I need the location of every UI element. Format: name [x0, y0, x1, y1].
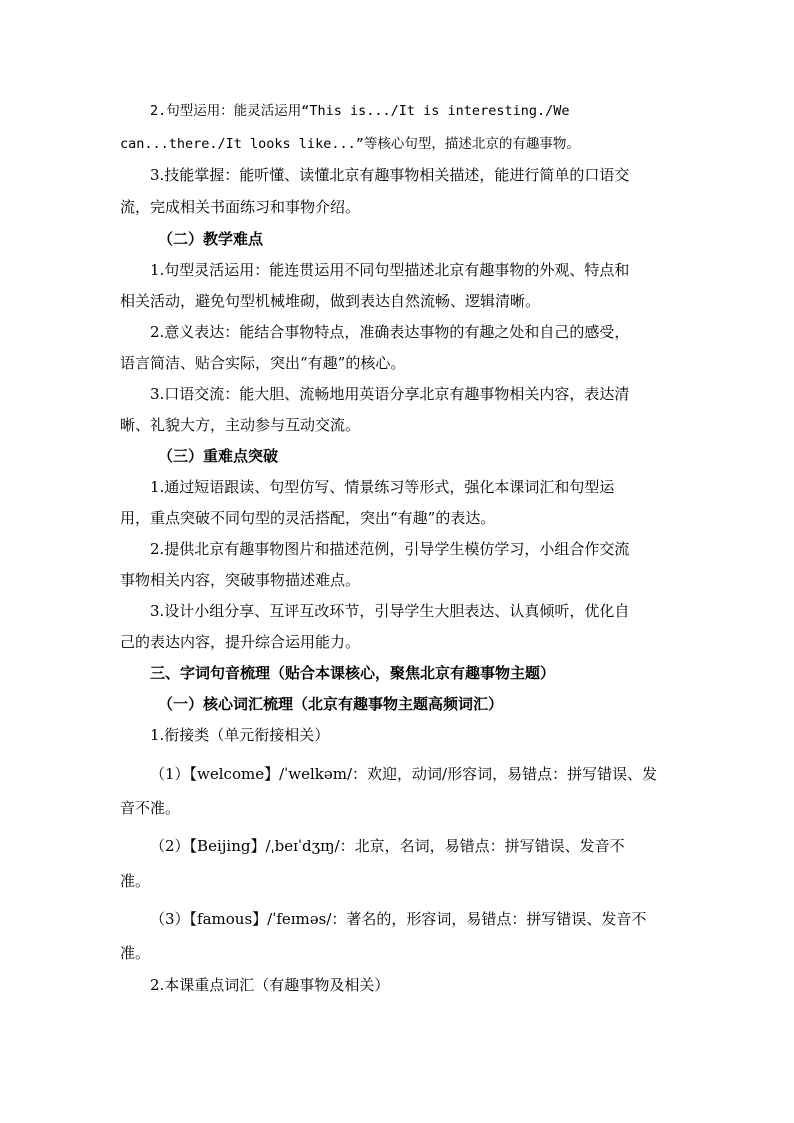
section-heading: （一）核心词汇梳理（北京有趣事物主题高频词汇） [158, 695, 504, 713]
text-line: 用，重点突破不同句型的灵活搭配，突出“有趣”的表达。 [120, 509, 496, 527]
section-heading: （二）教学难点 [158, 230, 264, 248]
vocab-entry: （3）【famous】/ˈfeɪməs/：著名的，形容词，易错点：拼写错误、发音不 [150, 910, 647, 928]
text-line: 3.口语交流：能大胆、流畅地用英语分享北京有趣事物相关内容，表达清 [150, 385, 630, 403]
text-line: 1.句型灵活运用：能连贯运用不同句型描述北京有趣事物的外观、特点和 [150, 261, 630, 279]
vocab-entry: （1）【welcome】/ˈwelkəm/：欢迎，动词/形容词，易错点：拼写错误、发 [150, 765, 658, 783]
text-line: 1.通过短语跟读、句型仿写、情景练习等形式，强化本课词汇和句型运 [150, 478, 615, 496]
text-line: 1.衔接类（单元衔接相关） [150, 726, 330, 744]
text-line: 2.意义表达：能结合事物特点，准确表达事物的有趣之处和自己的感受， [150, 323, 630, 341]
text-line: 相关活动，避免句型机械堆砌，做到表达自然流畅、逻辑清晰。 [120, 292, 541, 310]
text-line: can...there./It looks like...”等核心句型，描述北京的有趣事物。 [120, 136, 580, 152]
text-line: 2.提供北京有趣事物图片和描述范例，引导学生模仿学习，小组合作交流 [150, 540, 630, 558]
text-line: 事物相关内容，突破事物描述难点。 [120, 571, 361, 589]
text-line: 音不准。 [120, 799, 181, 817]
text-line: 3.技能掌握：能听懂、读懂北京有趣事物相关描述，能进行简单的口语交 [150, 166, 630, 184]
text-line: 语言简洁、贴合实际，突出“有趣”的核心。 [120, 354, 406, 372]
text-line: 流，完成相关书面练习和事物介绍。 [120, 198, 361, 216]
text-line: 2.本课重点词汇（有趣事物及相关） [150, 976, 390, 994]
text-line: 准。 [120, 872, 151, 890]
text-line: 己的表达内容，提升综合运用能力。 [120, 633, 361, 651]
text-line: 晰、礼貌大方，主动参与互动交流。 [120, 416, 361, 434]
vocab-entry: （2）【Beijing】/ˌbeɪˈdʒɪŋ/：北京，名词，易错点：拼写错误、发音不 [150, 837, 625, 855]
text-line: 3.设计小组分享、互评互改环节，引导学生大胆表达、认真倾听，优化自 [150, 602, 630, 620]
chapter-heading: 三、字词句音梳理（贴合本课核心，聚焦北京有趣事物主题） [150, 664, 556, 682]
text-line: 准。 [120, 944, 151, 962]
text-line: 2.句型运用：能灵活运用“This is.../It is interesting./We [150, 103, 570, 119]
section-heading: （三）重难点突破 [158, 447, 279, 465]
